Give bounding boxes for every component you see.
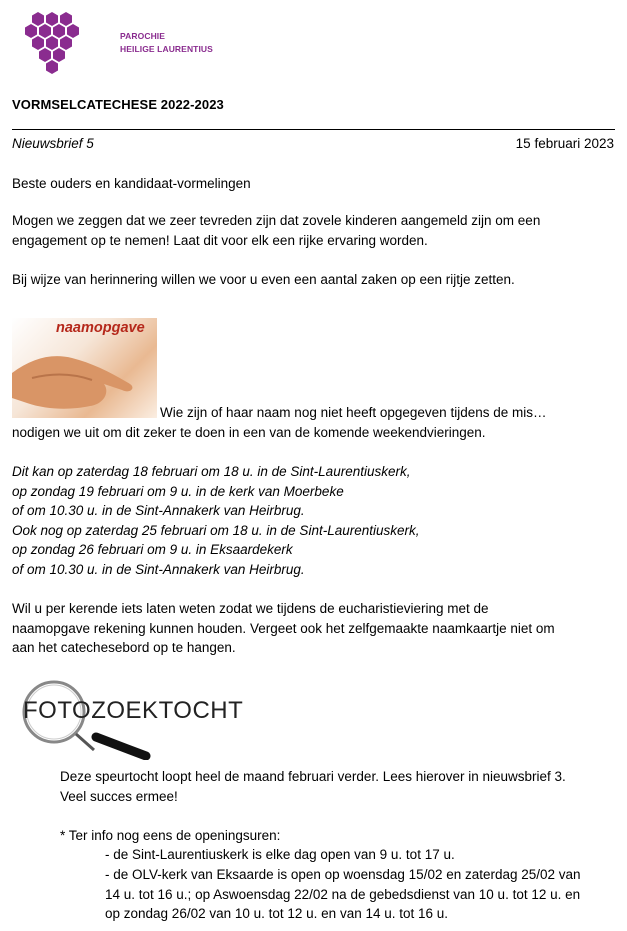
opening-hours-item: 14 u. tot 16 u.; op Aswoensdag 22/02 na de gebedsdienst van 10 u. tot 12 u. en [105,887,581,902]
logo-line2: HEILIGE LAURENTIUS [120,44,213,54]
page-title: VORMSELCATECHESE 2022-2023 [12,97,224,112]
opening-hours-intro: * Ter info nog eens de openingsuren: [60,828,281,843]
closing-line: Wil u per kerende iets laten weten zodat we tijdens de eucharistieviering met de [12,601,489,616]
opening-hours-item: op zondag 26/02 van 10 u. tot 12 u. en van 14 u. tot 16 u. [105,906,449,921]
newsletter-date: 15 februari 2023 [515,136,614,151]
schedule-line: op zondag 19 februari om 9 u. in de kerk van Moerbeke [12,484,344,499]
schedule-line: Dit kan op zaterdag 18 februari om 18 u. in de Sint-Laurentiuskerk, [12,464,411,479]
closing-line: naamopgave rekening kunnen houden. Vergeet ook het zelfgemaakte naamkaartje niet om [12,621,555,636]
schedule-line: of om 10.30 u. in de Sint-Annakerk van Heirbrug. [12,562,305,577]
intro-line-3: Bij wijze van herinnering willen we voor u even een aantal zaken op een rijtje zetten. [12,272,515,287]
schedule-line: op zondag 26 februari om 9 u. in Eksaardekerk [12,542,293,557]
naamopgave-line-2: nodigen we uit om dit zeker te doen in een van de komende weekendvieringen. [12,425,486,440]
schedule-line: of om 10.30 u. in de Sint-Annakerk van Heirbrug. [12,503,305,518]
naamopgave-image [12,318,157,418]
intro-line-1: Mogen we zeggen dat we zeer tevreden zijn dat zovele kinderen aangemeld zijn om een [12,213,541,228]
logo-line1: PAROCHIE [120,31,166,41]
intro-line-2: engagement op te nemen! Laat dit voor elk een rijke ervaring worden. [12,233,428,248]
parish-logo-icon [24,10,88,84]
title-rule [12,129,615,130]
opening-hours-item: - de Sint-Laurentiuskerk is elke dag open van 9 u. tot 17 u. [105,847,455,862]
naamopgave-line-1: Wie zijn of haar naam nog niet heeft opgegeven tijdens de mis… [160,405,547,420]
fotozoektocht-label: FOTOZOEKTOCHT [23,697,244,724]
fotozoektocht-image [14,680,244,760]
schedule-line: Ook nog op zaterdag 25 februari om 18 u. in de Sint-Laurentiuskerk, [12,523,420,538]
greeting: Beste ouders en kandidaat-vormelingen [12,176,251,191]
newsletter-number: Nieuwsbrief 5 [12,136,94,151]
closing-line: aan het catechesebord op te hangen. [12,640,236,655]
foto-line-1: Deze speurtocht loopt heel de maand februari verder. Lees hierover in nieuwsbrief 3. [60,769,566,784]
logo-text [120,30,213,56]
opening-hours-item: - de OLV-kerk van Eksaarde is open op woensdag 15/02 en zaterdag 25/02 van [105,867,581,882]
foto-line-2: Veel succes ermee! [60,789,178,804]
naamopgave-image-label: naamopgave [56,320,145,336]
